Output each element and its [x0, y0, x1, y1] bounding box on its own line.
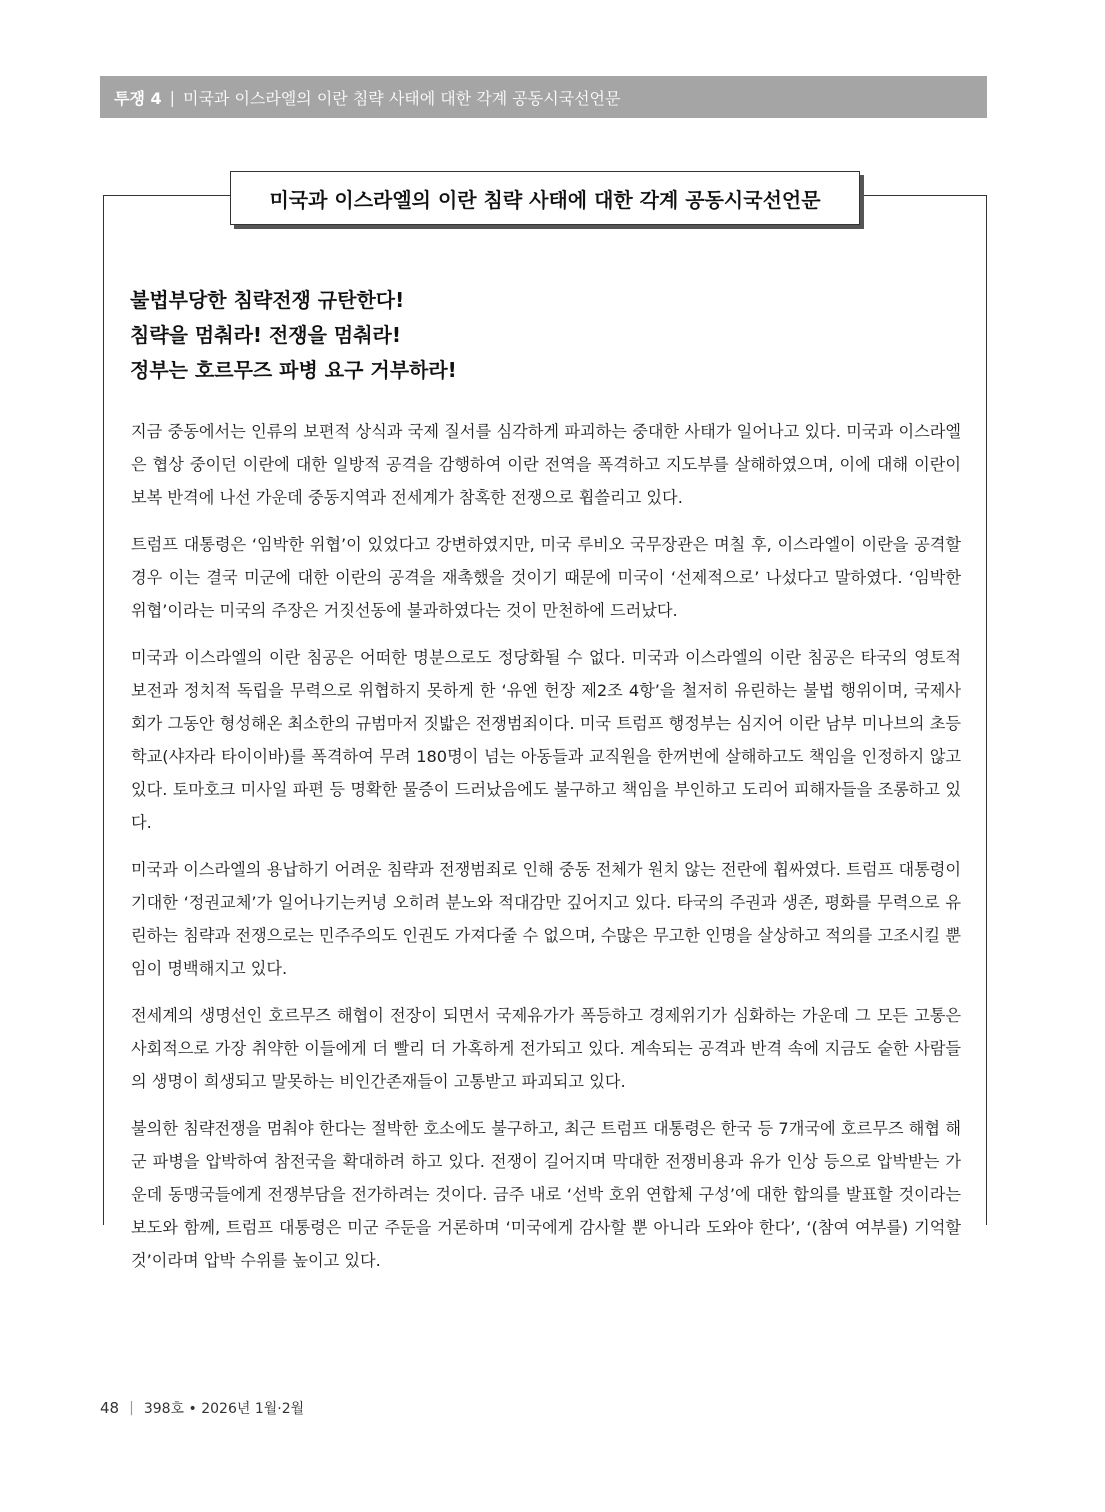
section-separator: | [169, 87, 176, 107]
document-title: 미국과 이스라엘의 이란 침략 사태에 대한 각계 공동시국선언문 [230, 171, 860, 225]
paragraph-1: 지금 중동에서는 인류의 보편적 상식과 국제 질서를 심각하게 파괴하는 중대한 사태가 일어나고 있다. 미국과 이스라엘은 협상 중이던 이란에 대한 일방적 공격을 감행하여 이란 전역을 폭격하고 지도부를 살해하였으며, 이에 대해 이란이 보복 반격에 나선 가운데 중동지역과 전세계가 참혹한 전쟁으로 휩쓸리고 있다. [131, 422, 961, 507]
paragraph-6: 불의한 침략전쟁을 멈춰야 한다는 절박한 호소에도 불구하고, 최근 트럼프 대통령은 한국 등 7개국에 호르무즈 해협 해군 파병을 압박하여 참전국을 확대하려 하고 있다. 전쟁이 길어지며 막대한 전쟁비용과 유가 인상 등으로 압박받는 가운데 동맹국들에게 전쟁부담을 전가하려는 것이다. 금주 내로 ‘선박 호위 연합체 구성’에 대한 합의를 발표할 것이라는 보도와 함께, 트럼프 대통령은 미군 주둔을 거론하며 ‘미국에게 감사할 뿐 아니라 도와야 한다’, ‘(참여 여부를) 기억할 것’이라며 압박 수위를 높이고 있다. [131, 1119, 961, 1270]
slogan-3: 정부는 호르무즈 파병 요구 거부하라! [130, 358, 457, 382]
paragraph-3: 미국과 이스라엘의 이란 침공은 어떠한 명분으로도 정당화될 수 없다. 미국과 이스라엘의 이란 침공은 타국의 영토적 보전과 정치적 독립을 무력으로 위협하지 못하게 한 ‘유엔 헌장 제2조 4항’을 철저히 유린하는 불법 행위이며, 국제사회가 그동안 형성해온 최소한의 규범마저 짓밟은 전쟁범죄이다. 미국 트럼프 행정부는 심지어 이란 남부 미나브의 초등학교(샤자라 타이이바)를 폭격하여 무려 180명이 넘는 아동들과 교직원을 한꺼번에 살해하고도 책임을 인정하지 않고 있다. 토마호크 미사일 파편 등 명확한 물증이 드러났음에도 불구하고 책임을 부인하고 도리어 피해자들을 조롱하고 있다. [131, 648, 961, 832]
slogan-1: 불법부당한 침략전쟁 규탄한다! [130, 288, 405, 312]
page-footer [100, 1398, 304, 1418]
slogan-2: 침략을 멈춰라! 전쟁을 멈춰라! [130, 323, 401, 347]
section-title: 미국과 이스라엘의 이란 침략 사태에 대한 각계 공동시국선언문 [183, 88, 621, 108]
section-label: 투쟁 4 [114, 88, 162, 108]
footer-divider: | [129, 1400, 134, 1416]
section-header-bar [100, 76, 987, 118]
paragraph-2: 트럼프 대통령은 ‘임박한 위협’이 있었다고 강변하였지만, 미국 루비오 국무장관은 며칠 후, 이스라엘이 이란을 공격할 경우 이는 결국 미군에 대한 이란의 공격을 재촉했을 것이기 때문에 미국이 ‘선제적으로’ 나섰다고 말하였다. ‘임박한 위협’이라는 미국의 주장은 거짓선동에 불과하였다는 것이 만천하에 드러났다. [131, 535, 961, 620]
paragraph-4: 미국과 이스라엘의 용납하기 어려운 침략과 전쟁범죄로 인해 중동 전체가 원치 않는 전란에 휩싸였다. 트럼프 대통령이 기대한 ‘정권교체’가 일어나기는커녕 오히려 분노와 적대감만 깊어지고 있다. 타국의 주권과 생존, 평화를 무력으로 유린하는 침략과 전쟁으로는 민주주의도 인권도 가져다줄 수 없으며, 수많은 무고한 인명을 살상하고 적의를 고조시킬 뿐임이 명백해지고 있다. [131, 860, 961, 978]
slogan-list [130, 283, 950, 388]
body-text [131, 415, 961, 1291]
issue-info: 398호 • 2026년 1월·2월 [143, 1401, 305, 1417]
page-number: 48 [100, 1399, 120, 1417]
paragraph-5: 전세계의 생명선인 호르무즈 해협이 전장이 되면서 국제유가가 폭등하고 경제위기가 심화하는 가운데 그 모든 고통은 사회적으로 가장 취약한 이들에게 더 빨리 더 가혹하게 전가되고 있다. 계속되는 공격과 반격 속에 지금도 숱한 사람들의 생명이 희생되고 말못하는 비인간존재들이 고통받고 파괴되고 있다. [131, 1006, 961, 1091]
